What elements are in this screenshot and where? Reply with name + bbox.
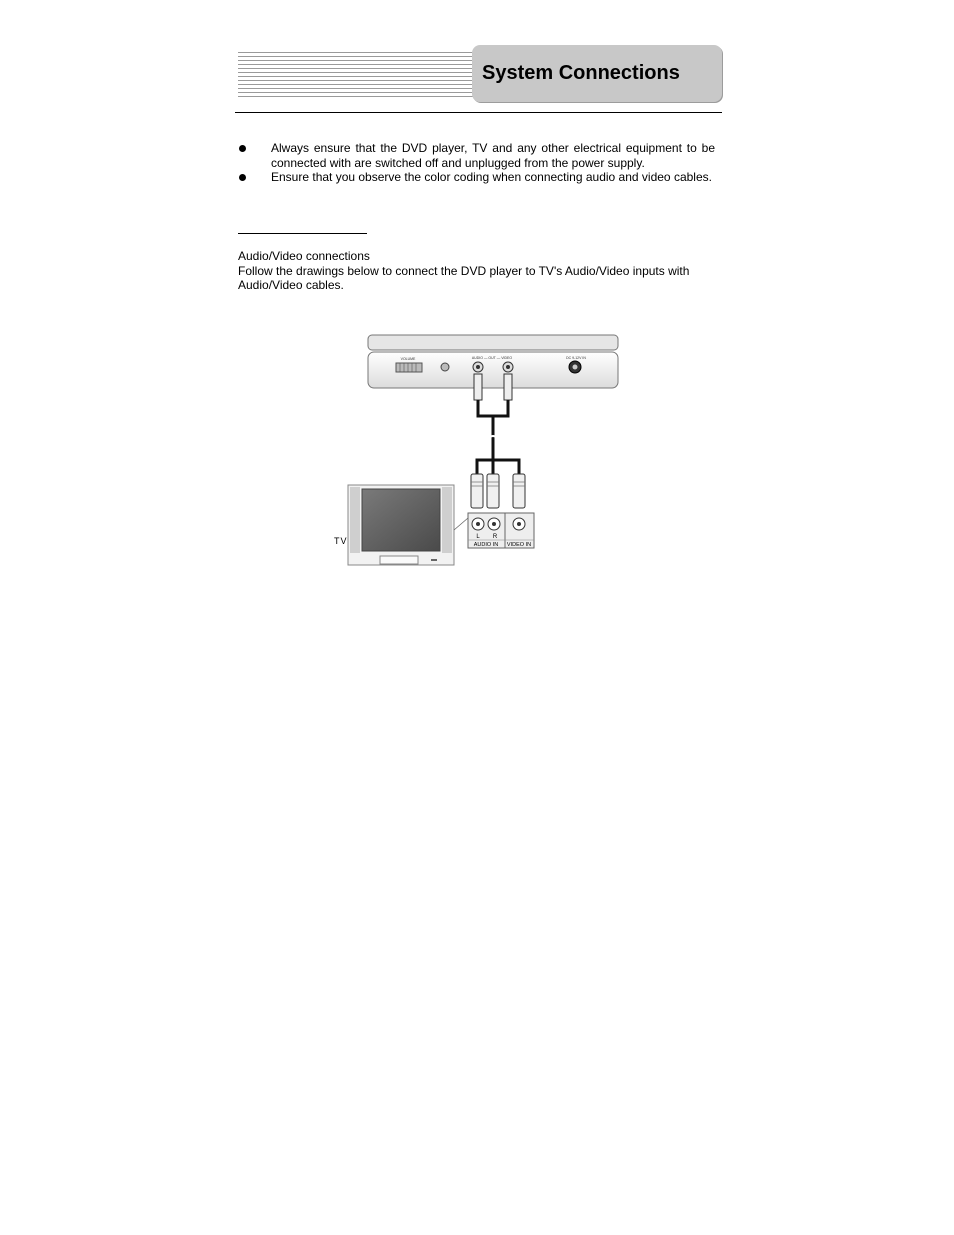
note-item (238, 141, 715, 170)
bullet-icon (239, 145, 246, 152)
video-in-label: VIDEO IN (506, 542, 532, 548)
tv-panel (380, 556, 418, 564)
rca-plug-left (471, 474, 483, 508)
page-title: System Connections (482, 62, 680, 84)
tv-right-speaker (442, 487, 452, 553)
rca-plug-video (513, 474, 525, 508)
header-decorative-lines (238, 52, 474, 100)
tv-screen (362, 489, 440, 551)
av-out-label: AUDIO — OUT — VIDEO (471, 356, 513, 360)
header-divider (235, 112, 722, 113)
audio-in-label: AUDIO IN (473, 542, 499, 548)
dvd-player (368, 335, 618, 388)
connection-diagram (330, 330, 630, 570)
volume-label: VOLUME (400, 357, 416, 361)
tv-label: TV (334, 536, 348, 546)
title-box (472, 45, 722, 102)
bullet-icon (239, 174, 246, 181)
section-divider (238, 233, 367, 234)
audio-right-label: R (492, 534, 498, 540)
audio-plug (474, 374, 482, 400)
player-lid (368, 335, 618, 350)
dc-in-label: DC 9-12V IN (566, 356, 586, 360)
headphone-jack-icon (441, 363, 449, 371)
section-heading: Audio/Video connections (238, 249, 370, 263)
rca-plug-right (487, 474, 499, 508)
tv-left-speaker (350, 487, 360, 553)
section-body (238, 249, 715, 293)
television (334, 485, 468, 565)
section-text: Follow the drawings below to connect the DVD player to TV's Audio/Video inputs with Audio/Video cables. (238, 263, 690, 292)
tv-plugs (471, 474, 525, 508)
tv-power-indicator (431, 559, 437, 561)
av-cable (477, 400, 519, 480)
note-item (238, 170, 715, 185)
note-text: Ensure that you observe the color coding when connecting audio and video cables. (271, 170, 712, 184)
tv-input-panel (468, 513, 534, 548)
note-text: Always ensure that the DVD player, TV and any other electrical equipment to be connected with are switched off and unplugged from the power supply. (271, 141, 715, 170)
audio-left-label: L (476, 534, 480, 540)
video-plug (504, 374, 512, 400)
notes-list (238, 141, 715, 185)
